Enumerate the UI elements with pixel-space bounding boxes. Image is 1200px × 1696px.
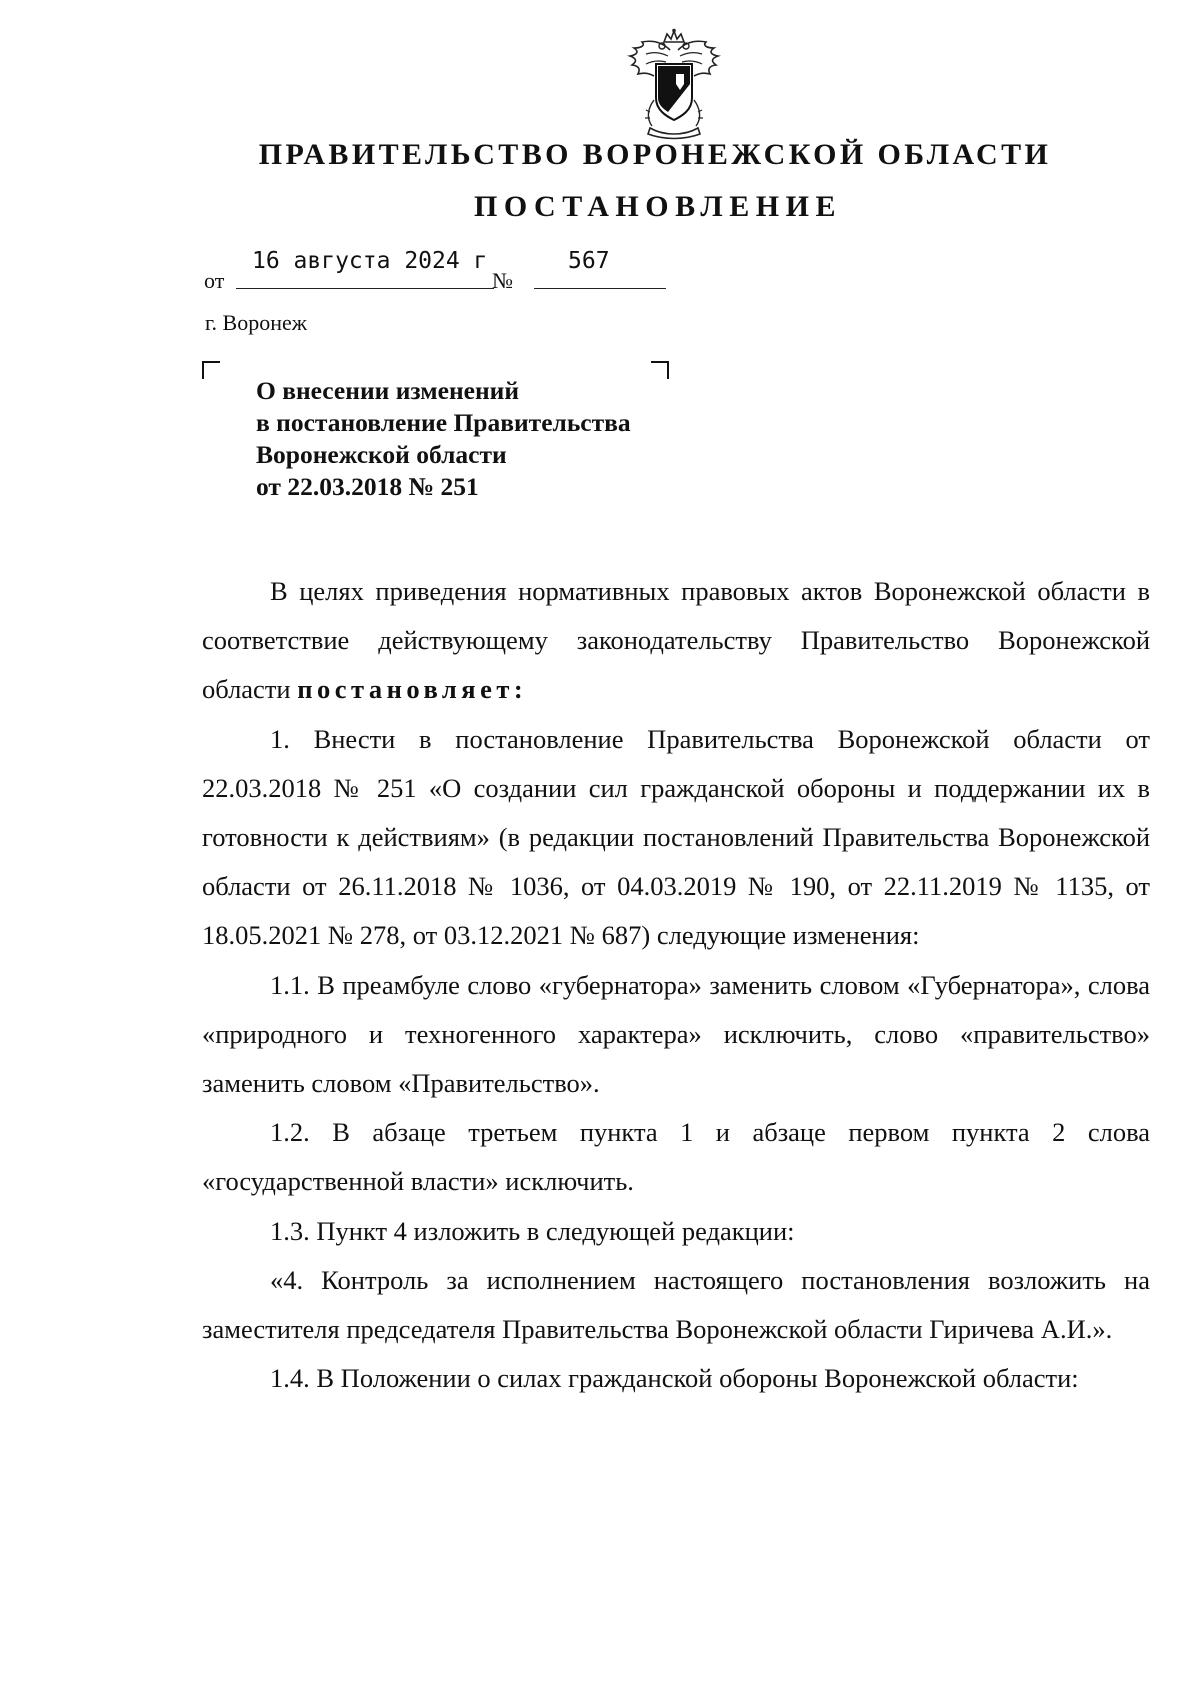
subject-block [256, 375, 716, 503]
paragraph-1-2: 1.2. В абзаце третьем пункта 1 и абзаце первом пункта 2 слова «государственной власти» исключить. [202, 1117, 1150, 1197]
subject-line: Воронежской области [256, 440, 507, 469]
preamble-text: В целях приведения нормативных правовых актов Воронежской области в соответствие действующему законодательству Правительство Воронежской области [202, 576, 1150, 705]
paragraph-1-3: 1.3. Пункт 4 изложить в следующей редакции: [270, 1215, 795, 1246]
subject-line: в постановление Правительства [256, 408, 631, 437]
number-label: № [492, 268, 513, 293]
government-title: ПРАВИТЕЛЬСТВО ВОРОНЕЖСКОЙ ОБЛАСТИ [258, 138, 1052, 171]
subject-corner-left [202, 361, 220, 379]
subject-line: О внесении изменений [256, 376, 520, 405]
date-label: от [204, 268, 225, 293]
document-type-title: ПОСТАНОВЛЕНИЕ [474, 190, 842, 223]
preamble-paragraph [202, 567, 1150, 715]
document-number: 567 [568, 248, 610, 274]
document-body [202, 567, 1150, 1403]
paragraph-1: 1. Внести в постановление Правительства Воронежской области от 22.03.2018 № 251 «О создании сил гражданской обороны и поддержании их в готовности к действиям» (в редакции постановлений Правительства Воронежской области от 26.11.2018 № 1036, от 04.03.2019 № 190, от 22.11.2019 № 1135, от 18.05.2021 № 278, от 03.12.2021 № 687) следующие изменения: [202, 723, 1150, 951]
coat-of-arms-emblem-icon [624, 28, 724, 140]
paragraph-1-4: 1.4. В Положении о силах гражданской обороны Воронежской области: [270, 1363, 1079, 1394]
number-underline [534, 288, 666, 289]
preamble-keyword: постановляет: [297, 674, 528, 705]
city-label: г. Воронеж [205, 310, 307, 335]
paragraph-1-3-quote: «4. Контроль за исполнением настоящего постановления возложить на заместителя председателя Правительства Воронежской области Гиричева А.И.». [202, 1264, 1150, 1345]
subject-line: от 22.03.2018 № 251 [256, 472, 479, 501]
date-number-line [204, 248, 684, 293]
paragraph-1-1: 1.1. В преамбуле слово «губернатора» заменить словом «Губернатора», слова «природного и техногенного характера» исключить, слово «правительство» заменить словом «Правительство». [202, 969, 1150, 1099]
date-underline [236, 288, 494, 289]
document-date: 16 августа 2024 г [252, 248, 488, 274]
